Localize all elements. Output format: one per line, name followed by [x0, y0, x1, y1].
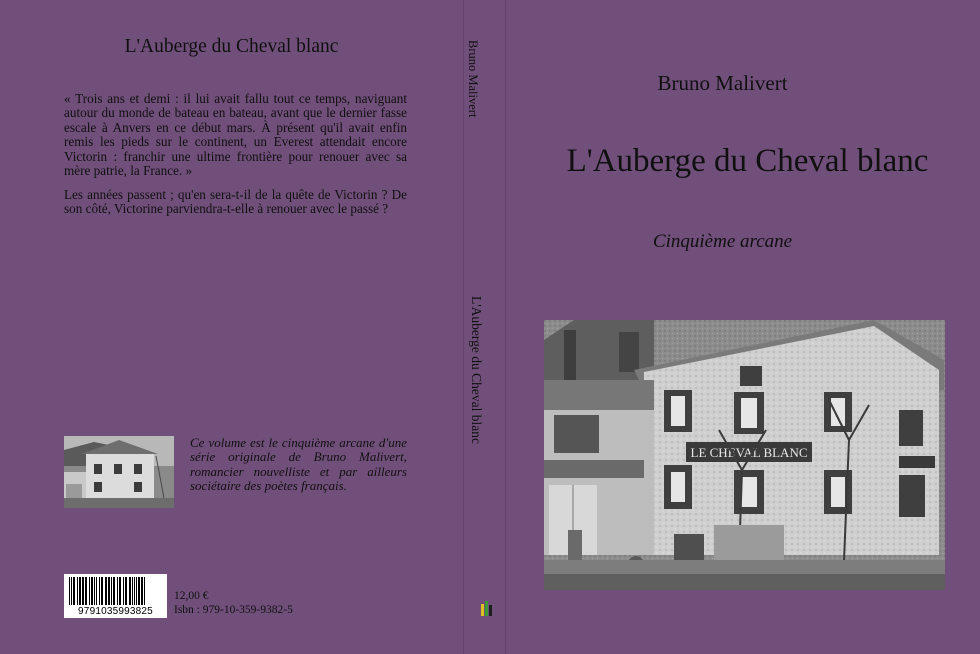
spine-author: Bruno Malivert: [466, 40, 480, 118]
barcode-bar: [82, 577, 84, 605]
spine-title: L'Auberge du Cheval blanc: [469, 296, 484, 445]
barcode-bar: [101, 577, 103, 605]
barcode-bar: [108, 577, 110, 605]
barcode-bar: [123, 577, 124, 605]
barcode-bar: [105, 577, 107, 605]
front-title: L'Auberge du Cheval blanc: [566, 143, 929, 179]
barcode-bar: [73, 577, 75, 605]
barcode-bar: [144, 577, 145, 605]
price-label: 12,00 €: [174, 590, 209, 602]
barcode-bar: [94, 577, 95, 605]
barcode-bar: [85, 577, 87, 605]
author-series-note: Ce volume est le cinquième arcane d'une série originale de Bruno Malivert, romancier nouvelliste et par ailleurs sociétaire des poètes français.: [190, 435, 407, 493]
barcode-bar: [117, 577, 118, 605]
barcode-bar: [69, 577, 70, 605]
barcode-bar: [71, 577, 72, 605]
cover-photo-auberge: [544, 320, 945, 590]
barcode-bar: [91, 577, 93, 605]
barcode-bar: [136, 577, 137, 605]
front-author: Bruno Malivert: [657, 71, 788, 95]
isbn-label: Isbn : 979-10-359-9382-5: [174, 604, 293, 616]
barcode-bar: [79, 577, 81, 605]
barcode-bar: [132, 577, 133, 605]
barcode-bar: [113, 577, 115, 605]
back-blurb-paragraph-1: « Trois ans et demi : il lui avait fallu tout ce temps, naviguant autour du monde de bateau en bateau, avant que le dernier fasse escale à Anvers en ce début mars. À présent qu'il avait enfin remis les pieds sur le continent, un Everest attendait encore Victorin : franchir une ultime frontière pour renouer avec sa mère patrie, la France. »: [64, 91, 407, 179]
barcode-bar: [134, 577, 135, 605]
cover-photo-sign-text: LE CHEVAL BLANC: [690, 445, 808, 460]
barcode-bar: [89, 577, 90, 605]
barcode-bar: [129, 577, 131, 605]
back-cover-title: L'Auberge du Cheval blanc: [124, 36, 339, 57]
barcode-bar: [141, 577, 143, 605]
barcode-bar: [111, 577, 112, 605]
back-blurb-paragraph-2: Les années passent ; qu'en sera-t-il de la quête de Victorin ? De son côté, Victorine parviendra-t-elle à renouer avec le passé ?: [64, 187, 407, 217]
barcode-bar: [99, 577, 100, 605]
barcode-bars: [68, 577, 163, 605]
barcode-bar: [125, 577, 127, 605]
barcode-bar: [96, 577, 97, 605]
barcode-bar: [119, 577, 121, 605]
barcode-bar: [77, 577, 78, 605]
front-subtitle: Cinquième arcane: [652, 231, 793, 252]
isbn-barcode: [64, 574, 167, 618]
barcode-bar: [138, 577, 140, 605]
back-cover-thumbnail-photo: [64, 436, 174, 508]
barcode-number: 9791035993825: [78, 606, 153, 617]
publisher-logo-icon: [480, 600, 494, 616]
